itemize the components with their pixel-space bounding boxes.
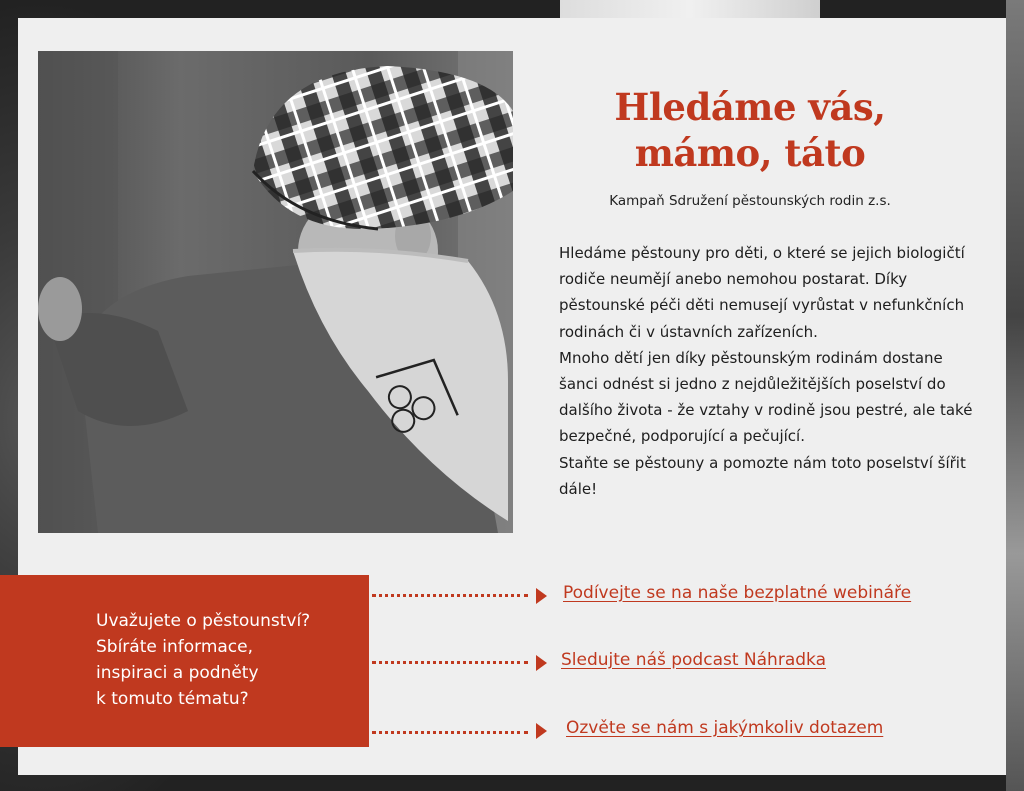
body-text bbox=[559, 240, 979, 502]
link-contact[interactable]: Ozvěte se nám s jakýmkoliv dotazem bbox=[566, 718, 884, 738]
campaign-subtitle: Kampaň Sdružení pěstounských rodin z.s. bbox=[609, 193, 891, 209]
cta-line-1: Uvažujete o pěstounství? bbox=[96, 611, 311, 631]
dotted-connector-2 bbox=[372, 661, 528, 664]
headline-line-1: Hledáme vás, bbox=[614, 85, 886, 129]
body-paragraph-1: Hledáme pěstouny pro děti, o které se jejich biologičtí rodiče neumějí anebo nemohou postarat. Díky pěstounské péči děti nemusejí vyrůstat v nefunkčních rodinách či v ústavních zařízeních. bbox=[559, 244, 965, 341]
headline-line-2: mámo, táto bbox=[634, 131, 866, 175]
child-photo-illustration bbox=[38, 51, 513, 533]
link-podcast[interactable]: Sledujte náš podcast Náhradka bbox=[561, 650, 826, 670]
dotted-connector-3 bbox=[372, 731, 528, 734]
cta-line-4: k tomuto tématu? bbox=[96, 689, 249, 709]
dotted-connector-1 bbox=[372, 594, 528, 597]
body-paragraph-3: Staňte se pěstouny a pomozte nám toto poselství šířit dále! bbox=[559, 453, 966, 498]
cta-line-3: inspiraci a podněty bbox=[96, 663, 259, 683]
background-edge-right bbox=[1006, 0, 1024, 791]
play-triangle-icon bbox=[536, 723, 547, 739]
play-triangle-icon bbox=[536, 588, 547, 604]
child-photo bbox=[38, 51, 513, 533]
body-paragraph-2: Mnoho dětí jen díky pěstounským rodinám dostane šanci odnést si jedno z nejdůležitějších poselství do dalšího života - že vztahy v rodině jsou pestré, ale také bezpečné, podporující a pečující. bbox=[559, 348, 973, 446]
cta-text bbox=[96, 608, 366, 712]
background-edge-top bbox=[560, 0, 820, 18]
cta-line-2: Sbíráte informace, bbox=[96, 637, 254, 657]
headline bbox=[560, 84, 940, 176]
play-triangle-icon bbox=[536, 655, 547, 671]
link-webinars[interactable]: Podívejte se na naše bezplatné webináře bbox=[563, 583, 912, 603]
